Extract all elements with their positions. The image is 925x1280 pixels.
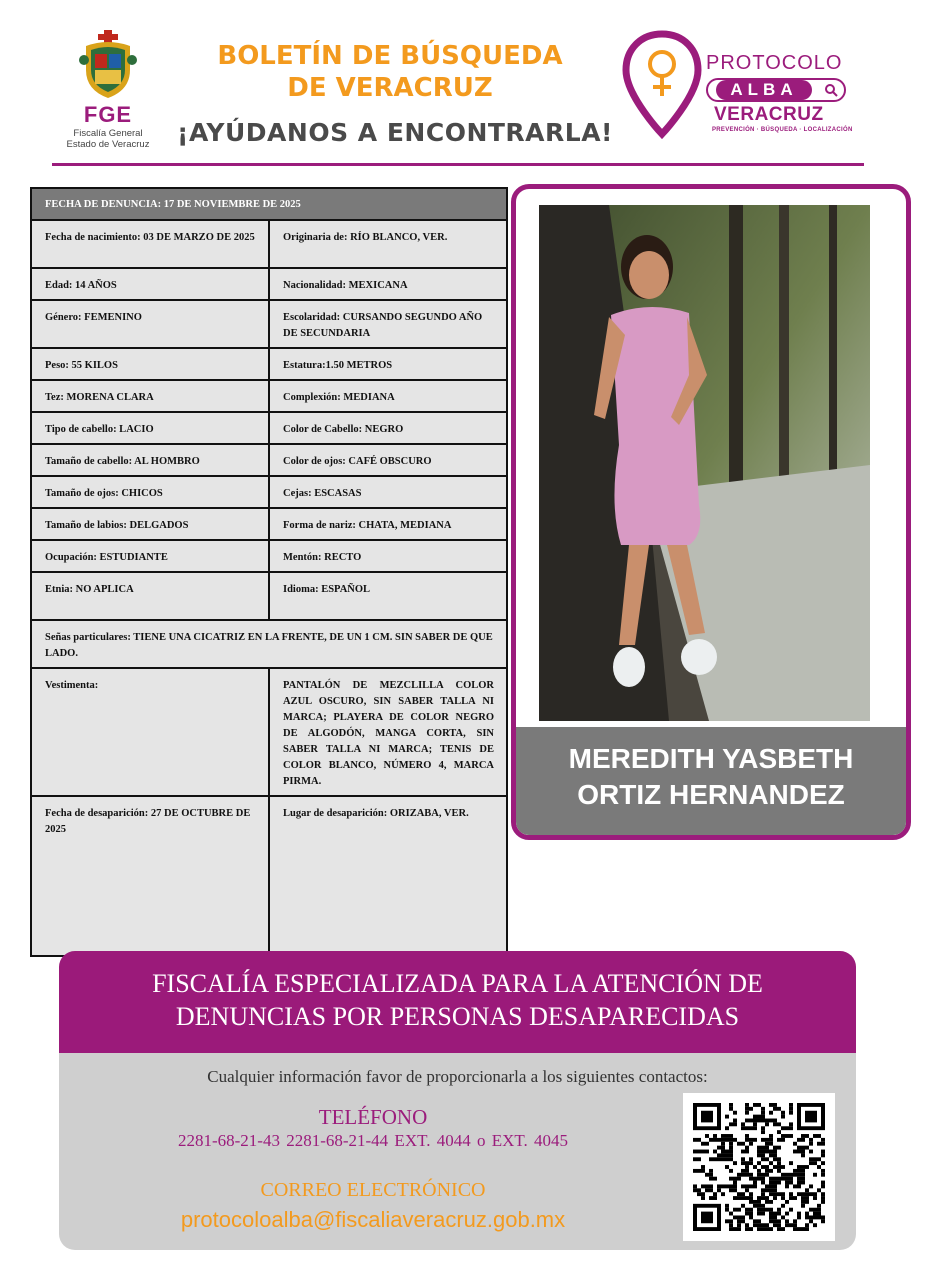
cell-eye-size: Tamaño de ojos: CHICOS — [32, 477, 270, 507]
cell-build: Complexión: MEDIANA — [283, 392, 395, 403]
alba-tagline: PREVENCIÓN · BÚSQUEDA · LOCALIZACIÓN — [712, 127, 853, 133]
table-row — [32, 573, 506, 621]
contact-panel — [59, 1053, 856, 1250]
table-row — [32, 621, 506, 669]
table-row — [32, 797, 506, 955]
table-row — [32, 269, 506, 301]
cell-age: Edad: 14 AÑOS — [32, 269, 270, 299]
cell-complexion-skin: Tez: MORENA CLARA — [32, 381, 270, 411]
missing-person-photo — [539, 205, 870, 721]
cell-hair-color: Color de Cabello: NEGRO — [283, 424, 404, 435]
table-row — [32, 301, 506, 349]
agency-banner — [59, 951, 856, 1053]
cell-gender: Género: FEMENINO — [32, 301, 270, 347]
cell-ethnicity: Etnia: NO APLICA — [32, 573, 270, 619]
personal-data-table — [30, 187, 508, 957]
fge-full-name: Fiscalía General Estado de Veracruz — [66, 128, 150, 150]
qr-code-icon[interactable] — [683, 1093, 835, 1241]
table-header-row — [32, 189, 506, 221]
cell-birthdate: Fecha de nacimiento: 03 DE MARZO DE 2025 — [32, 221, 270, 267]
alba-pill — [706, 78, 846, 102]
alba-veracruz-text: VERACRUZ — [714, 104, 824, 125]
cell-occupation: Ocupación: ESTUDIANTE — [32, 541, 270, 571]
cell-clothing-label: Vestimenta: — [32, 669, 270, 795]
header-divider — [52, 163, 864, 166]
cell-origin: Originaria de: RÍO BLANCO, VER. — [283, 232, 448, 243]
cell-hair-length: Tamaño de cabello: AL HOMBRO — [32, 445, 270, 475]
person-last-names: ORTIZ HERNANDEZ — [577, 779, 845, 810]
table-row — [32, 221, 506, 269]
table-row — [32, 477, 506, 509]
phone-label: TELÉFONO — [318, 1105, 428, 1129]
person-name-band — [516, 727, 906, 835]
email-label: CORREO ELECTRÓNICO — [260, 1179, 486, 1201]
coat-of-arms-icon — [78, 30, 138, 100]
cell-lips: Tamaño de labios: DELGADOS — [32, 509, 270, 539]
protocolo-alba-logo — [622, 30, 862, 142]
cell-weight: Peso: 55 KILOS — [32, 349, 270, 379]
contact-intro: Cualquier información favor de proporcionarla a los siguientes contactos: — [207, 1067, 708, 1086]
person-first-names: MEREDITH YASBETH — [568, 743, 854, 774]
alba-protocolo-text: PROTOCOLO — [706, 52, 843, 74]
qr-code-graphic — [693, 1103, 825, 1231]
bulletin-subtitle: ¡AYÚDANOS A ENCONTRARLA! — [177, 118, 613, 147]
photo-card — [511, 184, 911, 840]
cell-distinguishing-marks: Señas particulares: TIENE UNA CICATRIZ EN LA FRENTE, DE UN 1 CM. SIN SABER DE QUE LADO. — [45, 632, 493, 659]
table-row — [32, 509, 506, 541]
search-icon — [824, 83, 838, 97]
alba-text: ALBA — [716, 80, 812, 100]
cell-education: Escolaridad: CURSANDO SEGUNDO AÑO DE SECUNDARIA — [283, 312, 483, 339]
cell-language: Idioma: ESPAÑOL — [283, 584, 371, 595]
fge-abbr: FGE — [83, 102, 133, 127]
table-row — [32, 413, 506, 445]
location-pin-female-icon — [622, 30, 702, 140]
table-row — [32, 381, 506, 413]
agency-title: FISCALÍA ESPECIALIZADA PARA LA ATENCIÓN DE DENUNCIAS POR PERSONAS DESAPARECIDAS — [152, 969, 763, 1031]
email-link[interactable]: protocoloalba@fiscaliaveracruz.gob.mx — [180, 1207, 566, 1232]
bulletin-title-line2: DE VERACRUZ — [287, 73, 493, 103]
cell-hair-type: Tipo de cabello: LACIO — [32, 413, 270, 443]
table-row — [32, 541, 506, 573]
table-row — [32, 669, 506, 797]
bulletin-title-line1: BOLETÍN DE BÚSQUEDA — [217, 41, 563, 71]
table-row — [32, 349, 506, 381]
phone-numbers[interactable]: 2281-68-21-43 2281-68-21-44 EXT. 4044 o EXT. 4045 — [177, 1131, 569, 1150]
person-name — [526, 741, 896, 813]
cell-eyebrows: Cejas: ESCASAS — [283, 488, 362, 499]
denuncia-date: FECHA DE DENUNCIA: 17 DE NOVIEMBRE DE 2025 — [45, 199, 301, 210]
fge-logo — [58, 30, 158, 150]
cell-chin: Mentón: RECTO — [283, 552, 362, 563]
cell-nose: Forma de nariz: CHATA, MEDIANA — [283, 520, 452, 531]
cell-nationality: Nacionalidad: MEXICANA — [283, 280, 408, 291]
cell-disappearance-place: Lugar de desaparición: ORIZABA, VER. — [283, 808, 469, 819]
bulletin-title — [170, 40, 610, 104]
cell-clothing-value: PANTALÓN DE MEZCLILLA COLOR AZUL OSCURO, SIN SABER TALLA NI MARCA; PLAYERA DE COLOR NEGRO DE ALGODÓN, MANGA CORTA, SIN SABER TALLA NI MARCA; TENIS DE COLOR BLANCO, NÚMERO 4, MARCA PIRMA. — [283, 680, 494, 787]
cell-eye-color: Color de ojos: CAFÉ OBSCURO — [283, 456, 432, 467]
table-row — [32, 445, 506, 477]
cell-height: Estatura:1.50 METROS — [283, 360, 393, 371]
cell-disappearance-date: Fecha de desaparición: 27 DE OCTUBRE DE 2025 — [32, 797, 270, 955]
